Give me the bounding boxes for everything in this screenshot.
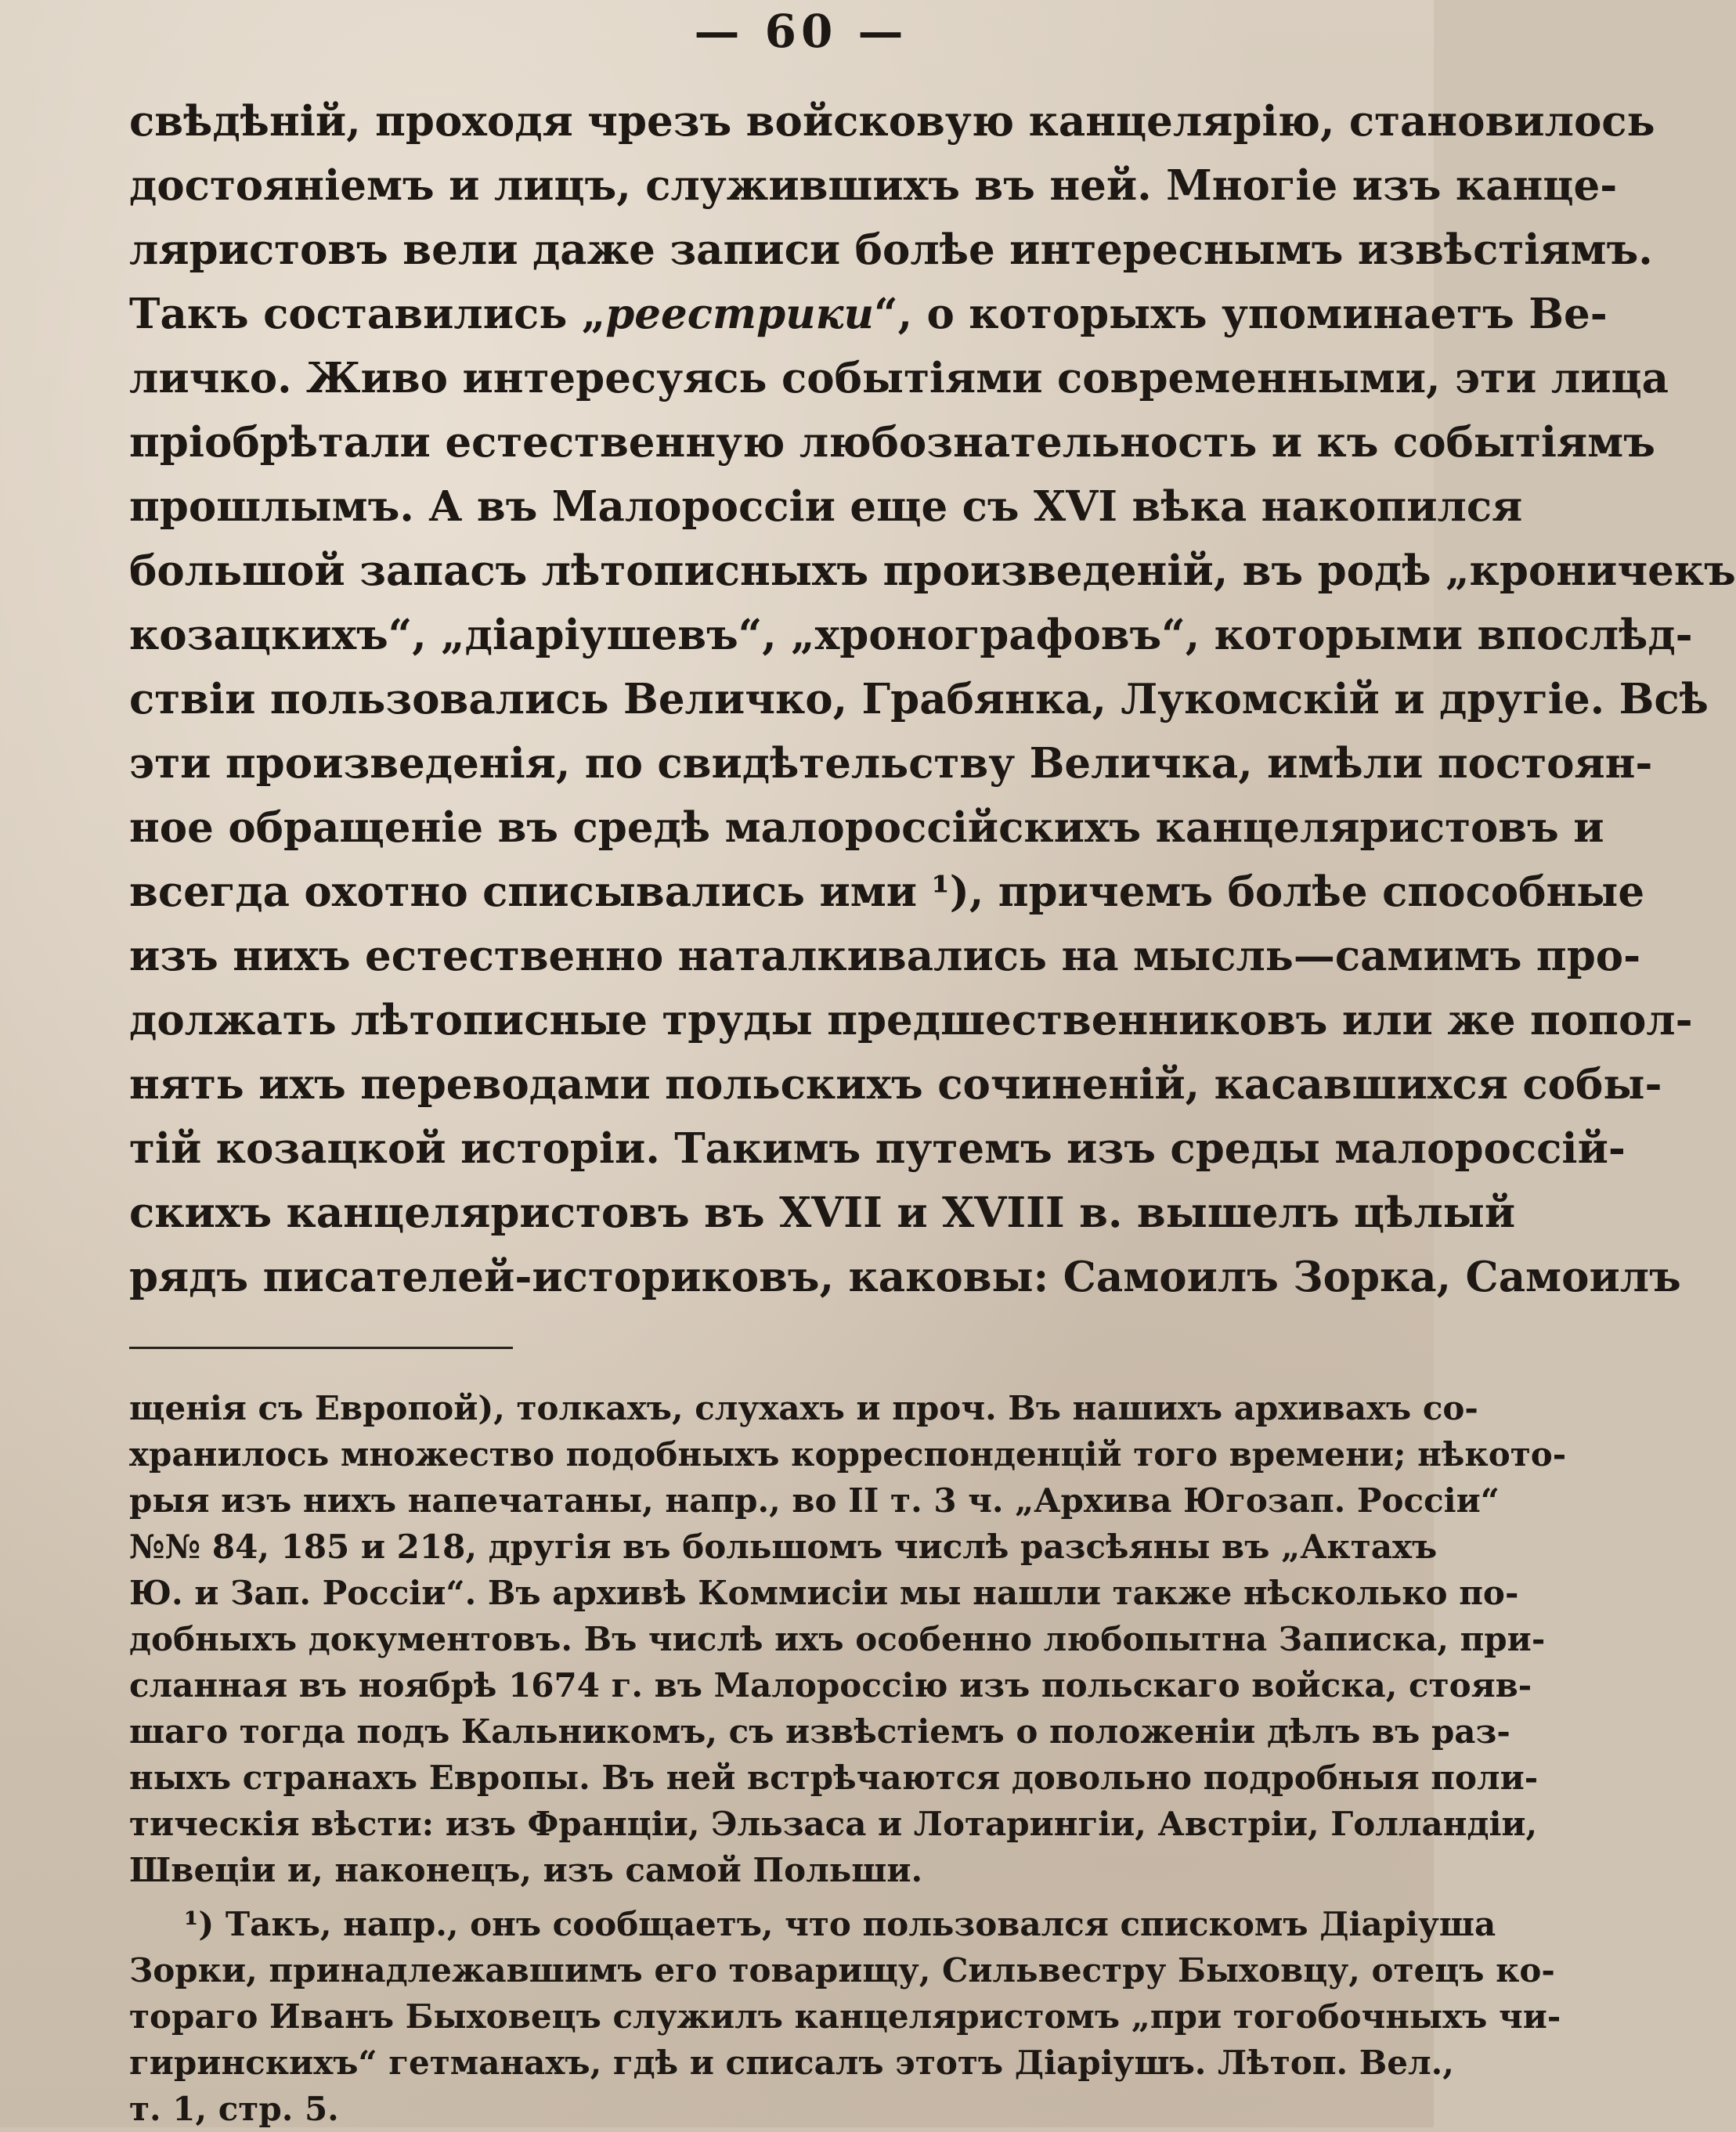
text-line: прошлымъ. А въ Малороссіи еще съ XVI вѣка накопился xyxy=(129,482,1523,531)
text-line: достояніемъ и лицъ, служившихъ въ ней. Многіе изъ канце- xyxy=(129,161,1618,210)
text-fragment: Такъ составились xyxy=(129,290,568,338)
footnote-line: Зорки, принадлежавшимъ его товарищу, Сильвестру Быховцу, отецъ ко- xyxy=(129,1951,1555,1990)
text-line: рядъ писателей-историковъ, каковы: Самоилъ Зорка, Самоилъ xyxy=(129,1253,1681,1301)
footnote-line: щенія съ Европой), толкахъ, слухахъ и проч. Въ нашихъ архивахъ со- xyxy=(129,1389,1478,1427)
footnote-line: гиринскихъ“ гетманахъ, гдѣ и списалъ этотъ Діаріушъ. Лѣтоп. Вел., xyxy=(129,2044,1454,2082)
text-line: ствіи пользовались Величко, Грабянка, Лукомскій и другіе. Всѣ xyxy=(129,675,1709,723)
text-line: пріобрѣтали естественную любознательность и къ событіямъ xyxy=(129,418,1655,467)
text-line: должать лѣтописные труды предшественниковъ или же попол- xyxy=(129,996,1693,1044)
text-line: изъ нихъ естественно наталкивались на мысль—самимъ про- xyxy=(129,932,1641,980)
footnote-line: сланная въ ноябрѣ 1674 г. въ Малороссію изъ польскаго войска, стояв- xyxy=(129,1666,1532,1705)
footnote-line: рыя изъ нихъ напечатаны, напр., во II т. 3 ч. „Архива Югозап. Россіи“ xyxy=(129,1481,1500,1520)
page-number: — 60 — xyxy=(694,5,908,58)
text-line: козацкихъ“, „діаріушевъ“, „хронографовъ“, которыми впослѣд- xyxy=(129,611,1693,659)
footnote-line: т. 1, стр. 5. xyxy=(129,2090,339,2128)
footnote-line: Швеціи и, наконецъ, изъ самой Польши. xyxy=(129,1851,923,1889)
main-text-body xyxy=(129,89,1736,1309)
footnote-continued xyxy=(129,1385,1567,1893)
italic-term: реестрики xyxy=(605,290,875,338)
footnote-line: ¹) Такъ, напр., онъ сообщаетъ, что пользовался спискомъ Діаріуша xyxy=(184,1905,1496,1943)
text-line: свѣдѣній, проходя чрезъ войсковую канцелярію, становилось xyxy=(129,97,1655,146)
footnote-line: шаго тогда подъ Кальникомъ, съ извѣстіемъ о положеніи дѣлъ въ раз- xyxy=(129,1712,1510,1751)
text-line: личко. Живо интересуясь событіями современными, эти лица xyxy=(129,354,1669,402)
text-line: Такъ составились „реестрики“, о которыхъ упоминаетъ Ве- xyxy=(129,290,1608,338)
footnote-line: хранилось множество подобныхъ корреспонденцій того времени; нѣкото- xyxy=(129,1435,1567,1474)
footnote-line: Ю. и Зап. Россіи“. Въ архивѣ Коммисіи мы нашли также нѣсколько по- xyxy=(129,1574,1519,1612)
footnote-line: тораго Иванъ Быховецъ служилъ канцеляристомъ „при тогобочныхъ чи- xyxy=(129,1997,1561,2036)
footnote-line: ныхъ странахъ Европы. Въ ней встрѣчаются довольно подробныя поли- xyxy=(129,1759,1539,1797)
footnote-1 xyxy=(129,1901,1561,2132)
text-line: тій козацкой исторіи. Такимъ путемъ изъ среды малороссій- xyxy=(129,1124,1626,1173)
footnotes xyxy=(129,1385,1567,2132)
text-line: ляристовъ вели даже записи болѣе интереснымъ извѣстіямъ. xyxy=(129,225,1653,274)
text-fragment: , о которыхъ упоминаетъ Ве- xyxy=(897,290,1608,338)
text-line: нять ихъ переводами польскихъ сочиненій, касавшихся собы- xyxy=(129,1060,1662,1109)
text-line: ное обращеніе въ средѣ малороссійскихъ канцеляристовъ и xyxy=(129,803,1604,852)
footnote-divider xyxy=(129,1347,513,1349)
footnote-line: №№ 84, 185 и 218, другія въ большомъ числѣ разсѣяны въ „Актахъ xyxy=(129,1528,1438,1566)
text-line: скихъ канцеляристовъ въ XVII и XVIII в. вышелъ цѣлый xyxy=(129,1189,1516,1237)
footnote-line: тическія вѣсти: изъ Франціи, Эльзаса и Лотарингіи, Австріи, Голландіи, xyxy=(129,1805,1538,1843)
text-line: эти произведенія, по свидѣтельству Величка, имѣли постоян- xyxy=(129,739,1653,788)
text-line: большой запасъ лѣтописныхъ произведеній, въ родѣ „кроничекъ xyxy=(129,547,1736,595)
footnote-line: добныхъ документовъ. Въ числѣ ихъ особенно любопытна Записка, при- xyxy=(129,1620,1546,1658)
text-line: всегда охотно списывались ими ¹), причемъ болѣе способные xyxy=(129,868,1645,916)
